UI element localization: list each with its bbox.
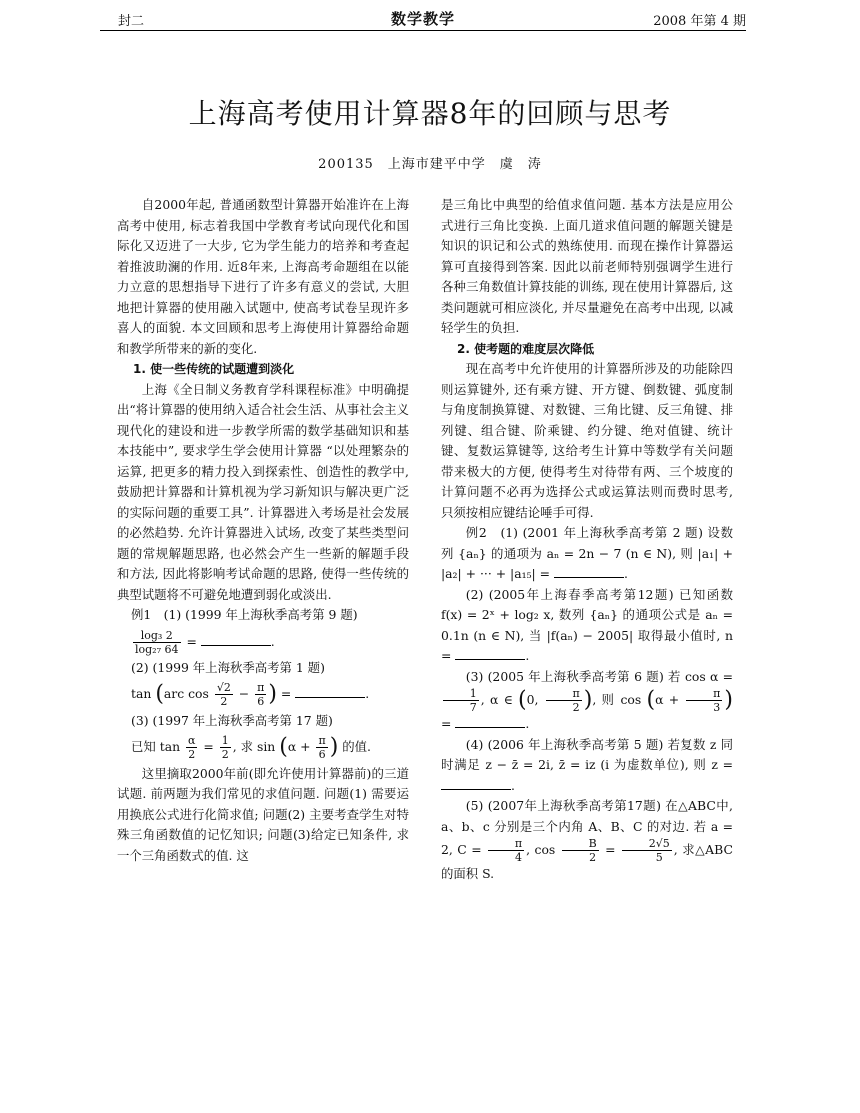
example2-1: 例2 (1) (2001 年上海秋季高考第 2 题) 设数列 {aₙ} 的通项为 aₙ = 2n − 7 (n ∈ N), 则 |a₁| + |a₂| + ··· + |a₁₅| = . — [441, 525, 733, 581]
answer-blank — [295, 685, 365, 698]
example1-3-label: (3) (1997 年上海秋季高考第 17 题) — [131, 712, 333, 728]
section1-paragraph: 上海《全日制义务教育学科课程标准》中明确提出“将计算器的使用纳入适合社会生活、从事社会主义现代化的建设和进一步教学所需的数学基础知识和基本技能中”, 要求学生学会使用计算器 “以处理繁杂的运算, 把更多的精力投入到探索性、创造性的教学中, 鼓励把计算器和计算机视为学习新知识与解决更广泛的实际问题的重要工具”. 计算器进入考场是社会发展的必然趋势. 允许计算器进入试场, 改变了某些类型问题的常规解题思路, 也必然会产生一些新的解题手段和方法, 因此将影响考试命题的思路, 使得一些传统的典型试题将不可避免地遭到弱化或淡出. — [117, 381, 409, 602]
answer-blank — [554, 565, 624, 578]
section2-paragraph: 现在高考中允许使用的计算器所涉及的功能除四则运算键外, 还有乘方键、开方键、倒数键、弧度制与角度制换算键、对数键、三角比键、反三角键、排列键、组合键、阶乘键、约分键、绝对值键、统计键、复数运算键等, 这给考生计算中等数学有关问题带来极大的方便, 使得考生对待带有两、三个坡度的计算问题不必再为选择公式或运算法则而费时思考, 只须按相应键结论唾手可得. — [441, 361, 733, 520]
fraction: $\frac{B}{2}$ — [562, 837, 599, 864]
fraction: $\frac{\pi}{4}$ — [488, 837, 524, 864]
fraction: $\frac{1}{2}$ — [221, 734, 229, 761]
article-title: 上海高考使用计算器8年的回顾与思考 — [188, 97, 672, 130]
example1-2-label: (2) (1999 年上海秋季高考第 1 题) — [131, 659, 325, 675]
fraction: $\frac{\pi}{2}$ — [546, 687, 582, 714]
fraction: $\frac{\pi}{6}$ — [318, 734, 326, 761]
fraction: $\frac{\pi}{3}$ — [686, 687, 722, 714]
author-line: 200135 上海市建平中学 虞 涛 — [318, 157, 542, 172]
example1-2-formula: tan (arc cos $\frac{√2}{2}$ − $\frac{\pi}{6}$ ) = . — [131, 681, 370, 708]
continued-paragraph: 是三角比中典型的给值求值问题. 基本方法是应用公式进行三角比变换. 上面几道求值问题的解题关键是知识的识记和公式的熟练使用. 而现在操作计算器运算可直接得到答案. 因此以前老师特别强调学生进行各种三角数值计算技能的训练, 现在使用计算器后, 这类问题就可相应淡化, 并尽量避免在高考中出现, 以减轻学生的负担. — [441, 197, 733, 335]
example2-3: (3) (2005 年上海秋季高考第 6 题) 若 cos α = $\frac{1}{7}$ , α ∈ (0, $\frac{\pi}{2}$ ), 则 cos (α + $\frac{\pi}{3}$ ) = . — [441, 668, 733, 731]
answer-blank — [441, 777, 511, 790]
fraction: $\frac{1}{7}$ — [443, 687, 479, 714]
answer-blank — [201, 633, 271, 646]
intro-paragraph: 自2000年起, 普通函数型计算器开始准许在上海高考中使用, 标志着我国中学教育考试向现代化和国际化又迈进了一大步, 它为学生能力的培养和考查起着推波助澜的作用. 近8年来, 上海高考命题组在以能力立意的思想指导下进行了许多有意义的尝试, 大胆地把计算器的使用融入试题中, 使高考试卷呈现许多喜人的面貌. 本文回顾和思考上海使用计算器给命题和教学所带来的新的变化. — [117, 197, 409, 356]
example1-1-formula: $\frac{\text{log₃ 2}}{\text{log₂₇ 64}}$ = . — [135, 628, 275, 656]
running-header — [100, 8, 746, 30]
example1-1-label: 例1 (1) (1999 年上海秋季高考第 9 题) — [131, 607, 358, 622]
answer-blank — [455, 647, 525, 660]
fraction: $\frac{\text{log₃ 2}}{\text{log₂₇ 64}}$ — [135, 628, 179, 656]
fraction: $\frac{\pi}{6}$ — [257, 681, 265, 708]
right-column — [441, 195, 733, 885]
fraction: $\frac{\alpha}{2}$ — [188, 734, 196, 761]
fraction: $\frac{√2}{2}$ — [216, 681, 231, 708]
example2-4: (4) (2006 年上海秋季高考第 5 题) 若复数 z 同时满足 z − z̄ = 2i, z̄ = iz (i 为虚数单位), 则 z = . — [441, 736, 733, 793]
journal-name: 数学教学 — [390, 10, 455, 28]
fraction: $\frac{2√5}{5}$ — [622, 837, 672, 864]
example2-5: (5) (2007年上海秋季高考第17题) 在△ABC中, a、b、c 分别是三个内角 A、B、C 的对边. 若 a = 2, C = $\frac{\pi}{4}$ , cos $\frac{B}{2}$ = $\frac{2√5}{5}$ , 求△ABC 的面积 S. — [441, 798, 733, 881]
issue-number: 2008 年第 4 期 — [653, 14, 746, 29]
example1-3-formula: 已知 tan $\frac{\alpha}{2}$ = $\frac{1}{2}$ , 求 sin (α + $\frac{\pi}{6}$ ) 的值. — [131, 734, 371, 761]
answer-blank — [455, 715, 525, 728]
example2-2: (2) (2005年上海春季高考第12题) 已知函数 f(x) = 2ˣ + log₂ x, 数列 {aₙ} 的通项公式是 aₙ = 0.1n (n ∈ N), 当 |f(aₙ) − 2005| 取得最小值时, n = . — [441, 586, 733, 663]
analysis-paragraph: 这里摘取2000年前(即允许使用计算器前)的三道试题. 前两题为我们常见的求值问题. 问题(1) 需要运用换底公式进行化简求值; 问题(2) 主要考查学生对特殊三角函数值的记忆知识; 问题(3)给定已知条件, 求一个三角函数式的值. 这 — [117, 765, 409, 863]
section-heading-1: 1. 使一些传统的试题遭到淡化 — [133, 362, 295, 376]
header-rule — [100, 30, 746, 31]
section-heading-2: 2. 使考题的难度层次降低 — [457, 341, 595, 356]
header-left: 封二 — [118, 14, 145, 29]
left-column — [117, 195, 409, 866]
